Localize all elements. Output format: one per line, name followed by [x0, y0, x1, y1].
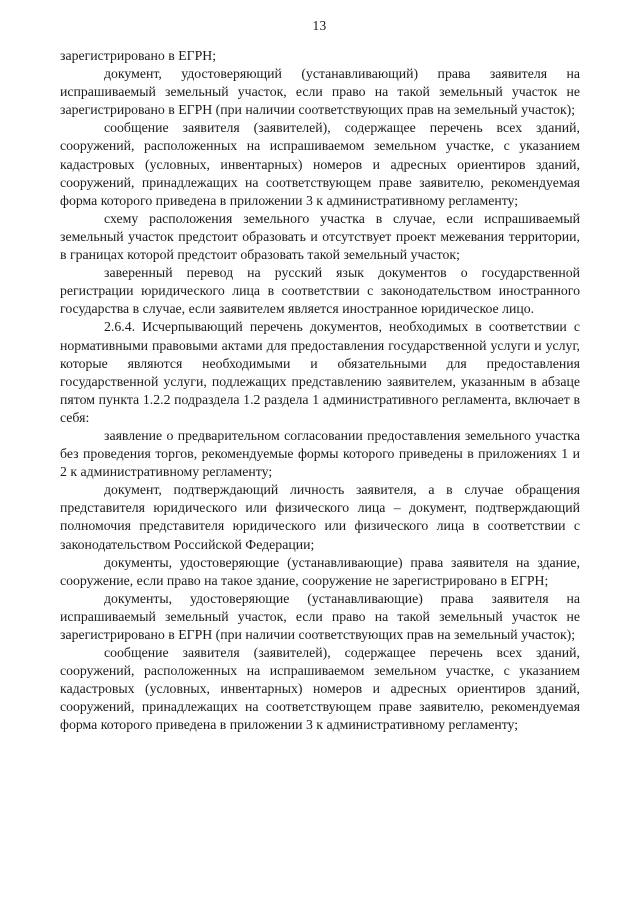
paragraph-identity-document: документ, подтверждающий личность заявителя, а в случае обращения представителя юридического или физического лица – документ, подтверждающий полномочия представителя юридического или физического лица в соответствии с законодательством Российской Федерации;	[60, 482, 580, 552]
paragraph-buildings-list-message: сообщение заявителя (заявителей), содержащее перечень всех зданий, сооружений, расположенных на испрашиваемом земельном участке, с указанием кадастровых (условных, инвентарных) номеров и адресных ориентиров зданий, сооружений, принадлежащих на соответствующем праве заявителю, рекомендуемая форма которого приведена в приложении 3 к административному регламенту;	[60, 120, 580, 208]
paragraph-continuation: зарегистрировано в ЕГРН;	[60, 48, 217, 63]
page-number: 13	[312, 18, 327, 33]
paragraph-building-rights-documents: документы, удостоверяющие (устанавливающие) права заявителя на здание, сооружение, если право на такое здание, сооружение не зарегистрировано в ЕГРН;	[60, 554, 580, 588]
paragraph-land-rights-document: документ, удостоверяющий (устанавливающий) права заявителя на испрашиваемый земельный участок, если право на такой земельный участок не зарегистрировано в ЕГРН (при наличии соответствующих прав на земельный участок);	[60, 66, 580, 118]
paragraph-buildings-list-message-2: сообщение заявителя (заявителей), содержащее перечень всех зданий, сооружений, расположенных на испрашиваемом земельном участке, с указанием кадастровых (условных, инвентарных) номеров и адресных ориентиров зданий, сооружений, принадлежащих на соответствующем праве заявителю, рекомендуемая форма которого приведена в приложении 3 к административному регламенту;	[60, 645, 580, 733]
paragraph-certified-translation: заверенный перевод на русский язык документов о государственной регистрации юридического лица в соответствии с законодательством иностранного государства в случае, если заявителем является иностранное юридическое лицо.	[60, 265, 580, 317]
paragraph-land-plot-scheme: схему расположения земельного участка в случае, если испрашиваемый земельный участок предстоит образовать и отсутствует проект межевания территории, в границах которой предстоит образовать такой земельный участок;	[60, 210, 580, 263]
paragraph-application-statement: заявление о предварительном согласовании предоставления земельного участка без проведения торгов, рекомендуемые формы которого приведены в приложениях 1 и 2 к административному регламенту;	[60, 427, 580, 480]
paragraph-section-2-6-4: 2.6.4. Исчерпывающий перечень документов, необходимых в соответствии с нормативными правовыми актами для предоставления государственной услуги и услуг, которые являются необходимыми и обязательными для предоставления государственной услуги, подлежащих представлению заявителем, указанным в абзаце пятом пункта 1.2.2 подраздела 1.2 раздела 1 административного регламента, включает в себя:	[60, 319, 580, 425]
paragraph-land-rights-documents: документы, удостоверяющие (устанавливающие) права заявителя на испрашиваемый земельный участок, если право на такой земельный участок не зарегистрировано в ЕГРН (при наличии соответствующих прав на земельный участок);	[60, 590, 580, 642]
document-body	[60, 47, 580, 735]
